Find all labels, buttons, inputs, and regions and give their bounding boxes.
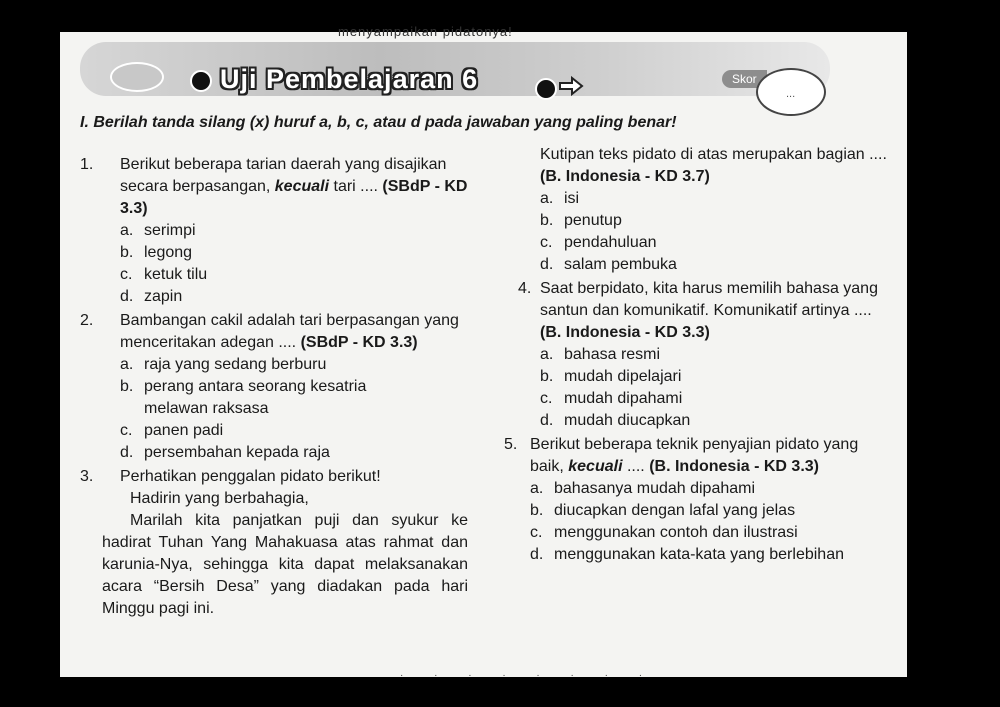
option-text: menggunakan kata-kata yang berlebihan bbox=[554, 546, 844, 563]
question-subject: (B. Indonesia - KD 3.3) bbox=[649, 458, 819, 475]
option-text: bahasanya mudah dipahami bbox=[554, 480, 756, 497]
option-b[interactable] bbox=[530, 500, 892, 522]
question-text bbox=[540, 144, 892, 188]
option-c[interactable] bbox=[530, 522, 892, 544]
option-text: legong bbox=[144, 244, 193, 261]
option-a[interactable] bbox=[540, 344, 892, 366]
option-letter: c. bbox=[530, 524, 543, 541]
option-text: menggunakan contoh dan ilustrasi bbox=[554, 524, 798, 541]
left-column bbox=[80, 154, 468, 620]
option-d[interactable] bbox=[120, 286, 468, 308]
score-value: ... bbox=[786, 88, 796, 100]
option-text: salam pembuka bbox=[564, 256, 677, 273]
option-letter: d. bbox=[540, 256, 554, 273]
option-d[interactable] bbox=[540, 410, 892, 432]
instruction-text: Berilah tanda silang (x) huruf a, b, c, atau d pada jawaban yang paling benar! bbox=[93, 114, 677, 131]
option-letter: d. bbox=[120, 288, 134, 305]
question-3-continued bbox=[500, 144, 892, 276]
banner-title: Uji Pembelajaran 6 bbox=[220, 64, 479, 94]
bottom-black-band bbox=[0, 677, 1000, 707]
option-text: persembahan kepada raja bbox=[144, 444, 330, 461]
question-subject: (SBdP - KD 3.3) bbox=[300, 334, 418, 351]
option-text: raja yang sedang berburu bbox=[144, 356, 327, 373]
option-c[interactable] bbox=[120, 420, 468, 442]
option-b[interactable] bbox=[540, 210, 892, 232]
top-cut-text: menyampaikan pidatonya! bbox=[338, 24, 513, 39]
option-d[interactable] bbox=[540, 254, 892, 276]
option-letter: b. bbox=[530, 502, 544, 519]
question-number: 3. bbox=[80, 468, 94, 485]
option-letter: d. bbox=[540, 412, 554, 429]
question-2 bbox=[80, 310, 468, 464]
option-letter: b. bbox=[120, 378, 134, 395]
option-text: mudah diucapkan bbox=[564, 412, 691, 429]
option-letter: c. bbox=[540, 390, 553, 407]
speech-excerpt: Marilah kita panjatkan puji dan syukur ke hadirat Tuhan Yang Mahakuasa atas rahmat dan karunia-Nya, sehingga kita dapat melaksanakan acara “Bersih Desa” yang diadakan pada hari Minggu pagi ini. bbox=[102, 512, 468, 617]
option-text: isi bbox=[564, 190, 580, 207]
question-text bbox=[120, 154, 468, 220]
option-text: penutup bbox=[564, 212, 622, 229]
option-letter: b. bbox=[540, 368, 554, 385]
option-d[interactable] bbox=[530, 544, 892, 566]
right-black-band bbox=[907, 32, 1000, 677]
question-text bbox=[120, 310, 468, 354]
option-d[interactable] bbox=[120, 442, 468, 464]
option-b[interactable] bbox=[540, 366, 892, 388]
option-b[interactable] bbox=[120, 376, 468, 420]
option-letter: c. bbox=[120, 422, 133, 439]
question-text-part: tari .... bbox=[333, 178, 378, 195]
question-subject: (SBdP - KD 3.3) bbox=[120, 178, 468, 217]
question-text-part: Kutipan teks pidato di atas merupakan bagian .... bbox=[540, 146, 887, 163]
question-keyword: kecuali bbox=[568, 458, 623, 475]
score-label: Skor bbox=[722, 70, 767, 88]
question-keyword: kecuali bbox=[274, 178, 330, 195]
right-column bbox=[500, 144, 892, 566]
question-number: 5. bbox=[504, 436, 518, 453]
speech-greeting: Hadirin yang berbahagia, bbox=[130, 490, 309, 507]
option-text: zapin bbox=[144, 288, 183, 305]
option-letter: d. bbox=[120, 444, 134, 461]
page-bottom-marks: · · · · · · · · bbox=[400, 670, 657, 681]
question-text: Perhatikan penggalan pidato berikut! bbox=[120, 468, 381, 485]
option-c[interactable] bbox=[540, 388, 892, 410]
question-text-part: Berikut beberapa tarian daerah yang disajikan secara berpasangan, bbox=[120, 156, 447, 195]
option-letter: d. bbox=[530, 546, 544, 563]
option-a[interactable] bbox=[120, 220, 468, 242]
option-a[interactable] bbox=[120, 354, 468, 376]
instruction bbox=[80, 114, 677, 132]
question-text bbox=[540, 278, 892, 344]
option-letter: a. bbox=[120, 222, 134, 239]
option-letter: b. bbox=[540, 212, 554, 229]
option-text: pendahuluan bbox=[564, 234, 657, 251]
question-text-part: .... bbox=[626, 458, 645, 475]
question-text-part: Bambangan cakil adalah tari berpasangan yang menceritakan adegan .... bbox=[120, 312, 459, 351]
option-text: panen padi bbox=[144, 422, 224, 439]
question-text bbox=[530, 434, 892, 478]
option-letter: a. bbox=[540, 190, 554, 207]
option-text: perang antara seorang kesatria melawan raksasa bbox=[144, 378, 367, 417]
option-letter: b. bbox=[120, 244, 134, 261]
bullet-dot-icon bbox=[535, 78, 557, 100]
question-subject: (B. Indonesia - KD 3.7) bbox=[540, 168, 710, 185]
question-number: 1. bbox=[80, 156, 94, 173]
option-text: diucapkan dengan lafal yang jelas bbox=[554, 502, 796, 519]
worksheet-page bbox=[60, 24, 907, 681]
option-letter: c. bbox=[120, 266, 133, 283]
option-text: ketuk tilu bbox=[144, 266, 208, 283]
question-3 bbox=[80, 466, 468, 620]
section-number: I. bbox=[80, 114, 89, 131]
section-banner bbox=[80, 42, 830, 100]
bullet-dot-icon bbox=[190, 70, 212, 92]
question-5 bbox=[500, 434, 892, 566]
score-box[interactable] bbox=[756, 68, 826, 116]
option-letter: c. bbox=[540, 234, 553, 251]
question-subject: (B. Indonesia - KD 3.3) bbox=[540, 324, 710, 341]
question-1 bbox=[80, 154, 468, 308]
option-c[interactable] bbox=[540, 232, 892, 254]
question-text-part: Saat berpidato, kita harus memilih bahasa yang santun dan komunikatif. Komunikatif artinya .... bbox=[540, 280, 878, 319]
option-letter: a. bbox=[120, 356, 134, 373]
left-black-band bbox=[0, 32, 60, 677]
option-text: mudah dipelajari bbox=[564, 368, 682, 385]
option-c[interactable] bbox=[120, 264, 468, 286]
question-text-part: Berikut beberapa teknik penyajian pidato yang baik, bbox=[530, 436, 859, 475]
option-text: serimpi bbox=[144, 222, 196, 239]
option-a[interactable] bbox=[530, 478, 892, 500]
question-number: 2. bbox=[80, 312, 94, 329]
question-4 bbox=[500, 278, 892, 432]
option-letter: a. bbox=[540, 346, 554, 363]
option-text: bahasa resmi bbox=[564, 346, 661, 363]
option-a[interactable] bbox=[540, 188, 892, 210]
arrow-right-icon bbox=[558, 76, 584, 96]
option-letter: a. bbox=[530, 480, 544, 497]
option-text: mudah dipahami bbox=[564, 390, 683, 407]
question-number: 4. bbox=[518, 280, 532, 297]
option-b[interactable] bbox=[120, 242, 468, 264]
leaf-decoration-icon bbox=[110, 62, 164, 92]
